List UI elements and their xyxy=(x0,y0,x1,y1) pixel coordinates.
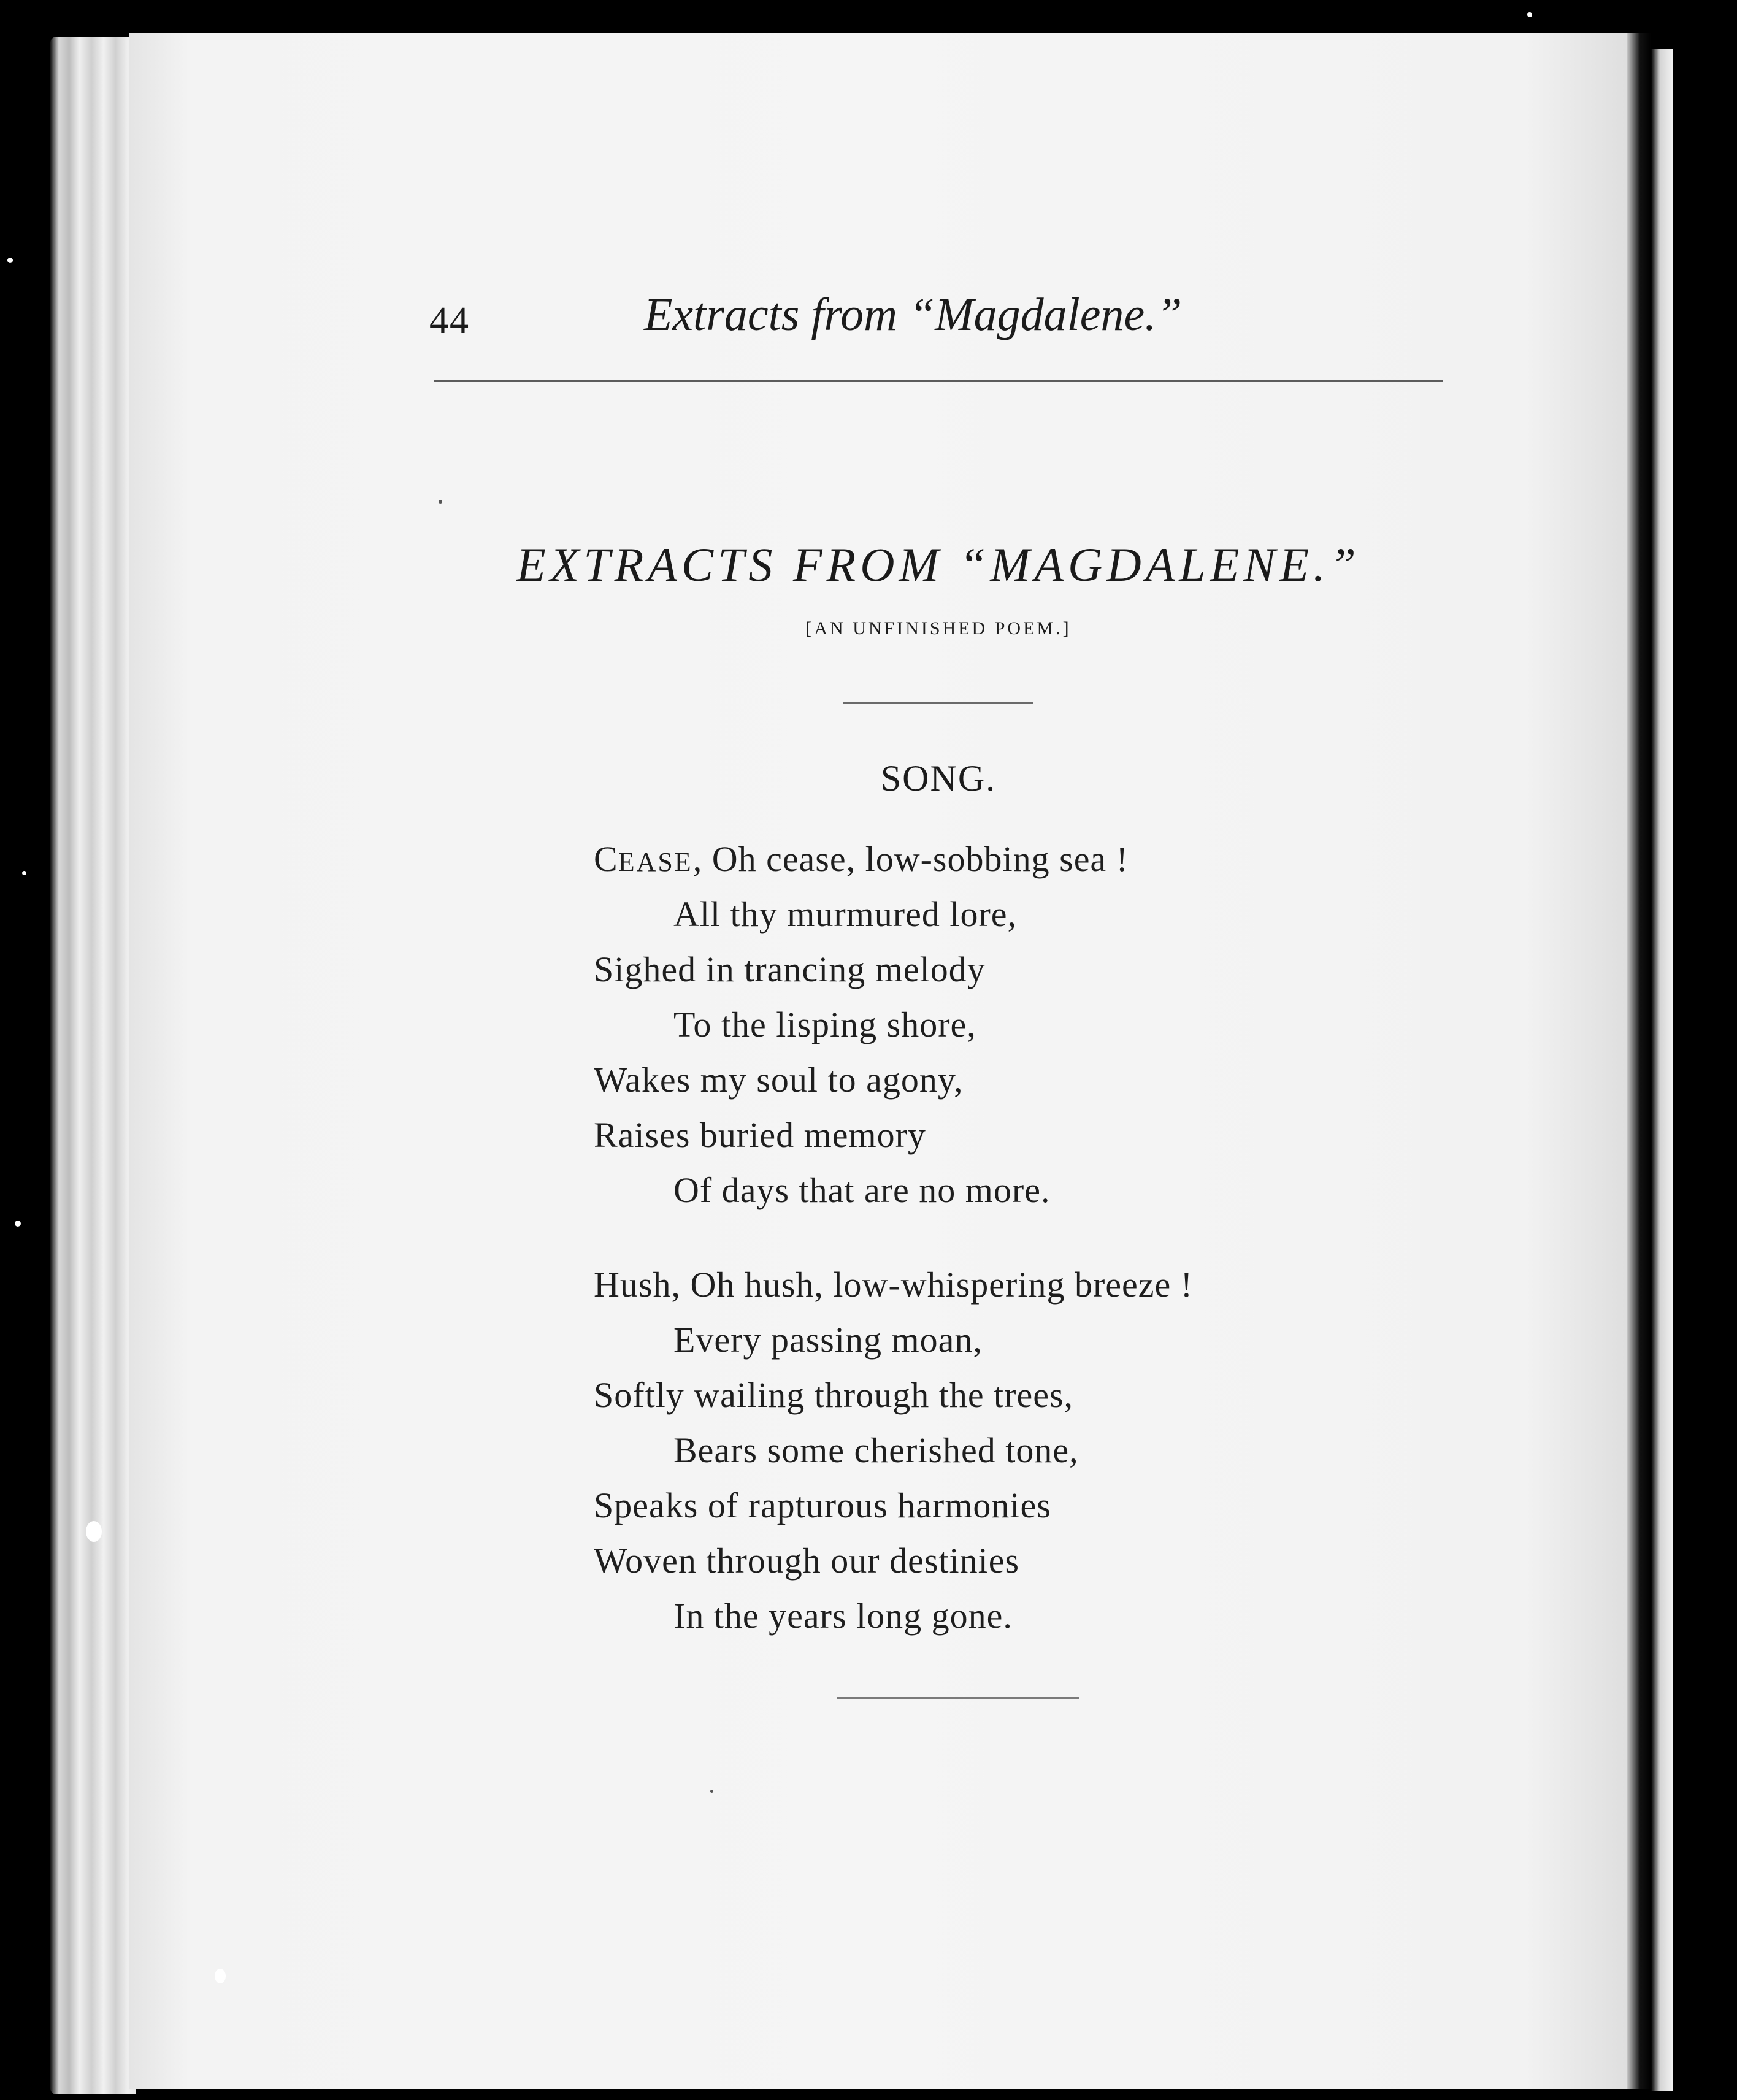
poem-line: In the years long gone. xyxy=(673,1596,1013,1636)
poem-line: Every passing moan, xyxy=(673,1320,983,1360)
running-head xyxy=(429,288,1448,356)
running-head-title: Extracts from “Magdalene.” xyxy=(644,289,1183,340)
poem-line xyxy=(594,832,1391,887)
ink-speck xyxy=(439,500,442,504)
poem-line: Raises buried memory xyxy=(594,1115,926,1155)
facing-page-edge xyxy=(1651,49,1673,2091)
end-rule xyxy=(837,1697,1079,1699)
book-gutter xyxy=(1627,33,1651,2089)
ink-speck xyxy=(710,1790,713,1793)
dust-speck xyxy=(15,1221,21,1227)
poem-line: Of days that are no more. xyxy=(673,1170,1051,1210)
poem-title: EXTRACTS FROM “MAGDALENE.” xyxy=(516,538,1360,591)
small-caps-text: EASE xyxy=(618,847,693,877)
stanza-1 xyxy=(594,832,1391,1218)
poem-line: All thy murmured lore, xyxy=(673,894,1018,934)
poem-line: Wakes my soul to agony, xyxy=(594,1060,964,1100)
poem-line: Speaks of rapturous harmonies xyxy=(594,1485,1051,1525)
line-text: , Oh cease, low-sobbing sea ! xyxy=(692,839,1129,879)
poem-line: Sighed in trancing melody xyxy=(594,949,986,989)
poem-line: Bears some cherished tone, xyxy=(673,1430,1079,1470)
poem-subtitle: [AN UNFINISHED POEM.] xyxy=(805,618,1072,638)
initial-capital: C xyxy=(594,839,618,879)
page-edges xyxy=(50,37,136,2094)
poem-line: To the lisping shore, xyxy=(673,1005,976,1044)
running-head-rule xyxy=(434,380,1443,382)
poem-line: Softly wailing through the trees, xyxy=(594,1375,1074,1415)
first-word xyxy=(594,839,693,879)
dust-speck xyxy=(1527,12,1532,17)
dust-speck xyxy=(86,1521,102,1542)
poem-line: Hush, Oh hush, low-whispering breeze ! xyxy=(594,1265,1194,1305)
dust-speck xyxy=(22,871,26,875)
page-number: 44 xyxy=(429,300,470,342)
dust-speck xyxy=(215,1969,226,1983)
dust-speck xyxy=(7,258,13,263)
ornamental-rule xyxy=(843,702,1033,704)
section-heading: SONG. xyxy=(880,758,997,799)
stanza-2 xyxy=(594,1257,1391,1644)
poem-line: Woven through our destinies xyxy=(594,1541,1020,1581)
